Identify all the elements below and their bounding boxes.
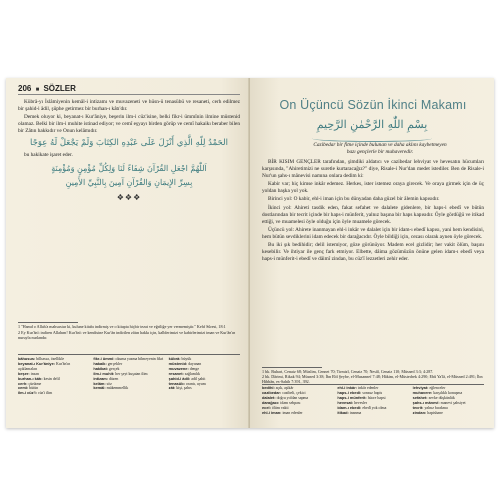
left-body-text bbox=[18, 99, 240, 209]
glossary-entry: beyanat-ı Kur'âniye: Kur'ân'ın açıklamaları bbox=[18, 360, 71, 371]
glossary-rule bbox=[18, 354, 240, 355]
glossary-entry: hakikat: gerçek bbox=[93, 365, 120, 371]
glossary-entry: tecrit: yalnız bırakma bbox=[412, 404, 448, 410]
bismillah-text: بِسْمِ اللّٰهِ الرَّحْمٰنِ الرَّحِيمِ bbox=[316, 118, 428, 131]
glossary-entry: kemâl: mükemmellik bbox=[93, 385, 129, 391]
arabic-verse: الحَمْدُ لِلّهِ الَّذِي أَنْزَلَ عَلَى عَبْدِهِ الكِتَابَ وَلَمْ يَجْعَلْ لَهُ عِوَجًا bbox=[30, 138, 228, 149]
footnote: 1 "Hamd o Allah'a mahsustur ki, kulune kitabı indirmiş ve o kitapta hiçbir tezat ve eğriliğe yer vermemiştir." Kehf Sûresi, 18:1 bbox=[18, 324, 226, 329]
glossary-entry: şahid-i âdil: adil şahit bbox=[168, 375, 206, 381]
glossary-entry: muhavere: karşılıklı konuşma bbox=[412, 389, 463, 395]
glossary-entry: kübrâ: büyük bbox=[168, 356, 192, 361]
left-footnotes bbox=[18, 324, 240, 341]
glossary-entry: cemî: bütün bbox=[18, 385, 39, 391]
glossary-entry: sefahet: zevke düşkünlük bbox=[412, 394, 455, 400]
glossary-entry: resanet: sağlamlık bbox=[168, 370, 200, 376]
paragraph: Üçüncü yol: Ahirete inanmayan ehl-i inkâr ve dalalet için bir idam-ı ebedî kapısı, yani hem kendisini, hem bütün sevdiklerini idam edecek bir darağacıdır. Öyle bildiği için, cezası olarak aynen öyle görecek. bbox=[262, 226, 484, 240]
glossary-column bbox=[93, 357, 164, 396]
chapter-title: On Üçüncü Sözün İkinci Makamı bbox=[279, 98, 467, 112]
footnote: 2 Ey Kur'ân'ı indiren Allahım! Kur'ân'ı ve kendisine Kur'ân indirilen zâtın hakkı için, kalblerimizi ve kabirlerimizi iman ve Kur'ân'ın nuruyla nurlandır. bbox=[18, 330, 236, 340]
header-separator-icon: ■ bbox=[35, 87, 40, 93]
glossary-entry: hakaik: gerçekler bbox=[93, 360, 123, 366]
glossary-entry: kelâm: söz bbox=[93, 380, 112, 386]
glossary-entry: ehl-i inkâr: inkâr edenler bbox=[337, 385, 379, 390]
paragraph: bu hakikate işaret eder. bbox=[24, 152, 73, 159]
glossary-entry: cerh: çürütme bbox=[18, 380, 42, 386]
glossary-column bbox=[337, 386, 408, 415]
right-page bbox=[250, 78, 494, 428]
footnote-rule bbox=[262, 367, 322, 368]
paragraph: BİR KISIM GENÇLER tarafından, şimdiki aldatıcı ve cazibedar lehviyat ve hevesatın hücumları karşısında, "Ahiretimizi ne suretle kurtaracağız?" diye, Risale-i Nur'dan medet istediler. Ben de Risale-i Nur'un şahs-ı mânevisi namına onlara dedim ki: bbox=[262, 159, 484, 180]
footnote-rule bbox=[18, 322, 78, 323]
glossary-entry: bâhusus: bilhassa, özellikle bbox=[18, 356, 65, 361]
chapter-intro: Cazibedar bir fitne içinde bulunan ve daha aklını kaybetmeyen bazı gençlerle bir muhaveredir. bbox=[313, 142, 447, 155]
bismillah-calligraphy bbox=[302, 115, 442, 142]
glossary-column bbox=[262, 386, 333, 415]
footnote: 2 bk. Dârimi, Rikak 94; Müsned 3:38; İbn Ebî Şeybe, el-Musannef 7:48; Hâkim, el-Müstedrek 4:290; Ebû Ya'lâ, el-Müsned 2:491; İbn Hibbân, es-Sahih 7:391, 392. bbox=[262, 374, 483, 384]
paragraph: Bu iki şık bedihidir; delil istemiyor, göze görünüyor. Madem ecel gizlidir; her vakit ölüm, başını kesebilir. Ve ihtiyar ile genç fark etmiyor. Elbette, dâima gözümüzün önüne gelen idam-ı ebedî veya haps-i münferit-i ebedî ve dâimî zindan, bu cüz'î lezzetleri zehir eder. bbox=[262, 242, 484, 263]
left-page bbox=[6, 78, 250, 428]
glossary-entry: fikr-i ümmî: okuma yazma bilmeyenin fikri bbox=[93, 356, 164, 361]
glossary-entry: şahs-ı mânevî: manevi şahsiyet bbox=[412, 399, 466, 405]
glossary-rule bbox=[262, 384, 484, 385]
page-number: 206 bbox=[18, 84, 32, 93]
glossary-entry: intizam: düzen bbox=[93, 375, 119, 381]
right-footnotes bbox=[262, 369, 484, 384]
arabic-prayer-end: بِسِرِّ الإِيمَانِ وَالقُرْآنِ آمِينَ بِالنَّبِيِّ الأَمِينِ bbox=[65, 177, 193, 187]
open-book bbox=[6, 78, 494, 428]
section-title: SÖZLER bbox=[43, 84, 76, 93]
glossary-entry: itikad: inanma bbox=[337, 409, 362, 415]
paragraph: Birinci yol: O kabir, ehl-i iman için bu dünyadan daha güzel bir âlemin kapısıdır. bbox=[268, 196, 440, 203]
right-glossary bbox=[262, 386, 484, 415]
glossary-entry: cazibedar: cazibeli, çekici bbox=[262, 389, 306, 395]
glossary-entry: hevesat: hevesler bbox=[337, 399, 368, 405]
glossary-entry: haps-i ebedî: sonsuz hapis bbox=[337, 389, 383, 395]
footnote: 1 bk. Buhari, Cenaiz 68; Müslim, Cennet 70; Tirmizî, Cenaiz 70; Nesâî, Cenaiz 110; Müsned 3:3; 4:287. bbox=[262, 369, 434, 374]
glossary-column bbox=[413, 386, 484, 415]
glossary-entry: ecel: ölüm vakti bbox=[262, 404, 289, 410]
glossary-entry: zât: kişi, şahıs bbox=[168, 385, 192, 391]
glossary-entry: beşer: insan bbox=[18, 370, 39, 376]
glossary-entry: muvazene: denge bbox=[168, 365, 200, 371]
glossary-entry: burhan-ı kâtı: kesin delil bbox=[18, 375, 60, 381]
ornament-divider-icon: ❖❖❖ bbox=[116, 192, 142, 202]
right-body-text bbox=[262, 159, 484, 264]
paragraph: Demek oluyor ki, beyanat-ı Kur'âniye, beşerin ilm-i cüz'isine, belki fikr-i ümmînin ilmine müstenid olamaz. Belki bir ilm-i muhite istinad ediyor; ve cemî eşyayı birden görüp ve cemî hakaikı beraber bilen bir Zâtın hakkıdır ve Onun kelâmıdır. bbox=[18, 114, 240, 135]
glossary-entry: bedihî: açık, aşikâr bbox=[262, 385, 294, 390]
glossary-entry: ilm-i cüz'î: cüz'i ilim bbox=[18, 390, 53, 396]
glossary-entry: lehviyat: eğlenceler bbox=[412, 385, 446, 390]
glossary-entry: ilm-i muhit: her şeyi kuşatan ilim bbox=[93, 370, 148, 376]
glossary-entry: haps-i münferit: hücre hapsi bbox=[337, 394, 386, 400]
glossary-entry: tenasüb: orantı, uyum bbox=[168, 380, 206, 386]
glossary-column bbox=[18, 357, 89, 396]
paragraph: İkinci yol: Ahireti tasdik eden, fakat sefahet ve dalalete gidenlere, bir haps-i ebedî ve bütün dostlarından bir tecrit içinde bir haps-i münferit, yalnız başına bir haps kapısıdır. Öyle gördüğü ve itikad ettiği, ve muamelesi öyle olduğu için öyle muamele görecek. bbox=[262, 204, 484, 225]
paragraph: Kabir var; hiç kimse inkâr edemez. Herkes, ister istemez oraya girecek. Ve oraya girmek için de üç yoldan başka yol yok. bbox=[262, 181, 484, 195]
glossary-entry: ehl-i iman: iman edenler bbox=[262, 409, 303, 415]
left-glossary bbox=[18, 357, 240, 396]
glossary-entry: zindan: hapishane bbox=[412, 409, 443, 415]
glossary-entry: darağacı: idam sehpası bbox=[262, 399, 301, 405]
glossary-entry: müstenid: dayanan bbox=[168, 360, 202, 366]
arabic-prayer: اَللّٰهُمَّ اجْعَلِ القُرْآنَ شِفَاءً لَنَا وَلِكُلِّ مُؤْمِنٍ وَمُؤْمِنَةٍ bbox=[51, 163, 207, 173]
paragraph: Kübrâ-yı İslâmiyenin kemâl-i intizamı ve muvazeneti ve hüsn-ü tenasübü ve resaneti, cerh edilmez bir şahid-i âdil, şüphe getirmez bir burhan-ı kâtı'dır. bbox=[18, 99, 240, 113]
glossary-entry: dalalet: doğru yoldan sapma bbox=[262, 394, 309, 400]
glossary-column bbox=[169, 357, 240, 396]
running-header bbox=[18, 84, 240, 95]
glossary-entry: idam-ı ebedî: ebedî yok olma bbox=[337, 404, 387, 410]
calligraphy-flourish-icon bbox=[312, 135, 432, 142]
